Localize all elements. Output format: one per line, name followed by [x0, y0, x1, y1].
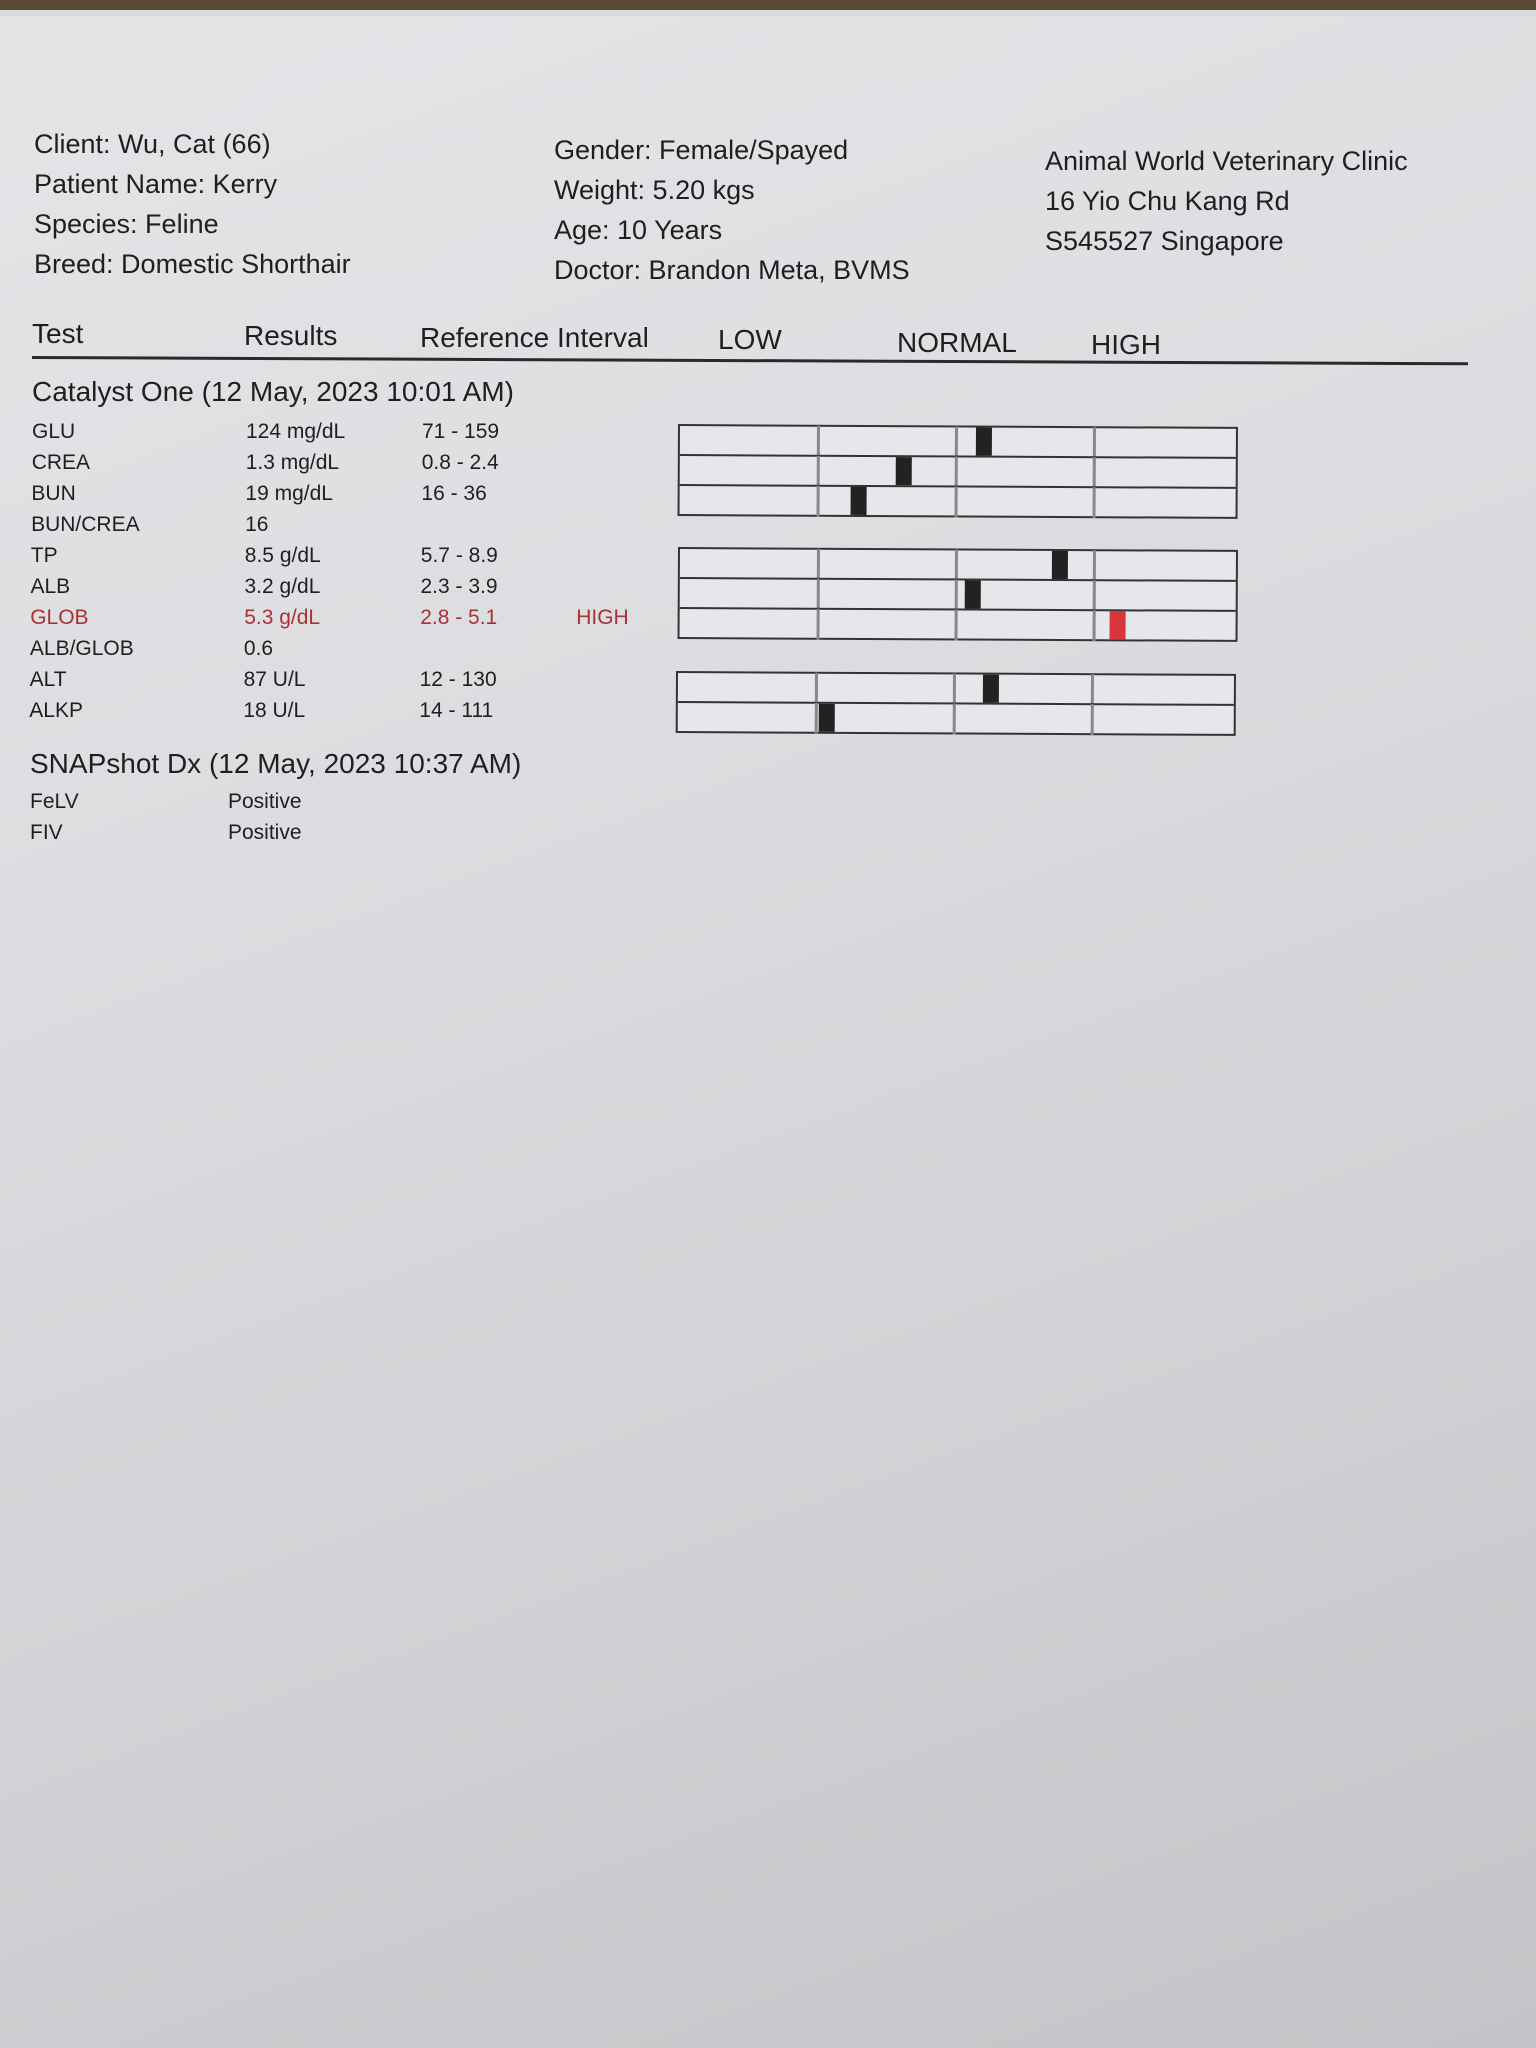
column-low: LOW [718, 324, 782, 355]
gauge-divider [817, 456, 820, 487]
gauge-panel [678, 547, 1238, 642]
gauge-divider [817, 486, 820, 517]
doctor-line: Doctor: Brandon Meta, BVMS [554, 255, 910, 285]
column-test: Test [32, 318, 84, 349]
reference-interval: 2.8 - 5.1 [420, 606, 498, 629]
gauge-divider [953, 703, 956, 734]
test-name: FeLV [30, 790, 79, 813]
gauge-marker [851, 487, 867, 515]
gauge-row-alb [680, 577, 1236, 610]
result-value: 1.3 mg/dL [245, 451, 340, 474]
gauge-divider [955, 456, 958, 487]
gauge-marker [965, 581, 981, 609]
patient-name-line: Patient Name: Kerry [34, 169, 278, 199]
gauge-divider [955, 549, 958, 580]
test-name: GLU [32, 420, 76, 443]
result-value: 8.5 g/dL [244, 544, 321, 567]
gauge-row-crea [680, 454, 1236, 487]
result-value: 18 U/L [243, 699, 306, 722]
test-name: ALB [30, 575, 71, 598]
column-high: HIGH [1091, 329, 1161, 360]
gauge-divider [817, 549, 820, 580]
result-value: 0.6 [243, 637, 274, 660]
gauge-row-glob [680, 607, 1236, 640]
result-value: 19 mg/dL [245, 482, 333, 505]
gauge-divider [955, 426, 958, 457]
test-name: CREA [31, 451, 91, 474]
catalyst-section-title: Catalyst One (12 May, 2023 10:01 AM) [32, 376, 514, 407]
gauge-panel [678, 424, 1238, 519]
gender-line: Gender: Female/Spayed [554, 135, 849, 165]
gauge-row-alkp [678, 701, 1234, 734]
test-name: TP [30, 544, 58, 567]
result-value: 16 [245, 513, 269, 536]
gauge-divider [817, 579, 820, 610]
weight-line: Weight: 5.20 kgs [554, 175, 755, 205]
gauge-marker [896, 457, 912, 485]
gauge-divider [1091, 704, 1094, 735]
gauge-divider [1093, 580, 1096, 611]
test-name: ALT [29, 668, 67, 691]
result-value: Positive [228, 790, 302, 813]
test-name: ALB/GLOB [29, 637, 134, 660]
column-results: Results [244, 320, 338, 351]
species-line: Species: Feline [34, 209, 219, 239]
column-normal: NORMAL [897, 327, 1017, 358]
result-value: 124 mg/dL [246, 420, 346, 443]
gauge-marker [1110, 611, 1126, 639]
result-value: 5.3 g/dL [244, 606, 321, 629]
result-value: 87 U/L [243, 668, 306, 691]
gauge-row-glu [680, 426, 1236, 457]
test-name: ALKP [29, 699, 83, 722]
gauge-panel [676, 671, 1236, 736]
gauge-row-tp [680, 549, 1236, 580]
gauge-divider [955, 609, 958, 640]
test-name: BUN/CREA [31, 513, 140, 536]
patient-details [554, 130, 910, 290]
gauge-divider [817, 426, 820, 457]
gauge-divider [1093, 457, 1096, 488]
test-name: FIV [30, 821, 63, 844]
breed-line: Breed: Domestic Shorthair [34, 249, 351, 279]
client-line: Client: Wu, Cat (66) [34, 129, 271, 159]
age-line: Age: 10 Years [554, 215, 723, 245]
column-reference-interval: Reference Interval [420, 322, 649, 353]
clinic-postcode: S545527 Singapore [1045, 226, 1284, 256]
patient-info [34, 124, 351, 284]
test-name: BUN [31, 482, 76, 505]
snapshot-section-title: SNAPshot Dx (12 May, 2023 10:37 AM) [30, 748, 522, 779]
result-flag: HIGH [576, 606, 629, 629]
paper-edge [0, 10, 1536, 16]
gauge-divider [953, 673, 956, 704]
gauge-divider [1093, 610, 1096, 641]
clinic-name: Animal World Veterinary Clinic [1045, 146, 1408, 176]
result-value: Positive [228, 821, 302, 844]
reference-interval: 16 - 36 [421, 482, 487, 505]
gauge-divider [1093, 550, 1096, 581]
clinic-info [1045, 141, 1408, 261]
reference-interval: 0.8 - 2.4 [421, 451, 499, 474]
gauge-marker [819, 704, 835, 732]
gauge-divider [955, 579, 958, 610]
gauge-divider [815, 703, 818, 734]
gauge-divider [955, 486, 958, 517]
gauge-divider [1093, 487, 1096, 518]
gauge-divider [1091, 674, 1094, 705]
reference-interval: 5.7 - 8.9 [420, 544, 498, 567]
reference-interval: 71 - 159 [422, 420, 500, 443]
result-value: 3.2 g/dL [244, 575, 321, 598]
header-divider [32, 356, 1468, 365]
reference-interval: 12 - 130 [419, 668, 497, 691]
reference-interval: 2.3 - 3.9 [420, 575, 498, 598]
gauge-divider [815, 673, 818, 704]
gauge-marker [1051, 551, 1067, 579]
gauge-divider [1093, 427, 1096, 458]
gauge-row-bun [680, 484, 1236, 517]
gauge-divider [817, 609, 820, 640]
clinic-address: 16 Yio Chu Kang Rd [1045, 186, 1290, 216]
gauge-marker [983, 675, 999, 703]
reference-interval: 14 - 111 [419, 699, 494, 722]
gauge-row-alt [678, 673, 1234, 704]
gauge-marker [976, 428, 992, 456]
test-name: GLOB [30, 606, 89, 629]
